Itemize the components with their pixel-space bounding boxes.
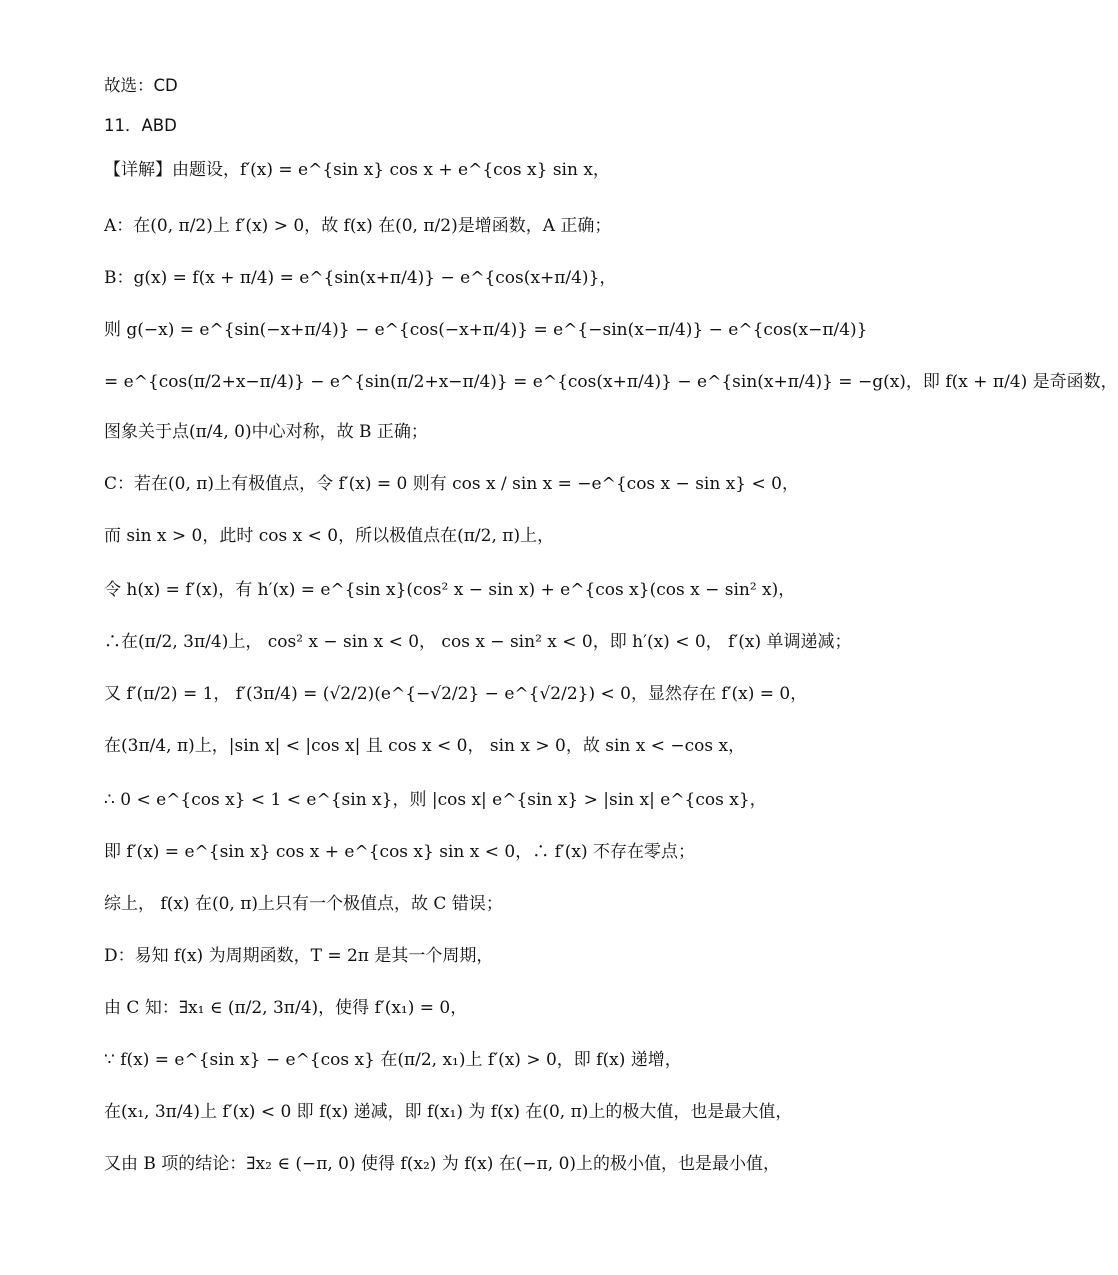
solution-line-11: 又 f′(π/2) = 1， f′(3π/4) = (√2/2)(e^{−√2/2} − e^{√2/2}) < 0，显然存在 f′(x) = 0， (104, 684, 808, 704)
solution-line-5: = e^{cos(π/2+x−π/4)} − e^{sin(π/2+x−π/4)} = e^{cos(x+π/4)} − e^{sin(x+π/4)} = −g(x)，即 f(x + π/4) 是奇函数， (104, 372, 1118, 392)
solution-line-10: ∴在(π/2, 3π/4)上， cos² x − sin x < 0， cos x − sin² x < 0，即 h′(x) < 0， f′(x) 单调递减； (104, 632, 852, 652)
solution-line-1: 【详解】由题设，f′(x) = e^{sin x} cos x + e^{cos x} sin x， (104, 160, 610, 180)
solution-line-2: A：在(0, π/2)上 f′(x) > 0，故 f(x) 在(0, π/2)是增函数，A 正确； (104, 216, 612, 236)
solution-line-8: 而 sin x > 0，此时 cos x < 0，所以极值点在(π/2, π)上， (104, 526, 555, 546)
question-number: 11．ABD (104, 116, 177, 135)
solution-line-13: ∴ 0 < e^{cos x} < 1 < e^{sin x}，则 |cos x| e^{sin x} > |sin x| e^{cos x}， (104, 790, 767, 810)
answer-line: 故选：CD (104, 76, 178, 95)
solution-line-4: 则 g(−x) = e^{sin(−x+π/4)} − e^{cos(−x+π/4)} = e^{−sin(x−π/4)} − e^{cos(x−π/4)} (104, 320, 868, 340)
solution-line-12: 在(3π/4, π)上，|sin x| < |cos x| 且 cos x < 0， sin x > 0，故 sin x < −cos x， (104, 736, 746, 756)
solution-line-20: 又由 B 项的结论：∃x₂ ∈ (−π, 0) 使得 f(x₂) 为 f(x) 在(−π, 0)上的极小值，也是最小值， (104, 1154, 781, 1174)
solution-line-15: 综上， f(x) 在(0, π)上只有一个极值点，故 C 错误； (104, 894, 503, 914)
solution-line-17: 由 C 知：∃x₁ ∈ (π/2, 3π/4)，使得 f′(x₁) = 0， (104, 998, 468, 1018)
solution-line-19: 在(x₁, 3π/4)上 f′(x) < 0 即 f(x) 递减，即 f(x₁) 为 f(x) 在(0, π)上的极大值，也是最大值， (104, 1102, 793, 1122)
solution-line-16: D：易知 f(x) 为周期函数，T = 2π 是其一个周期， (104, 946, 494, 966)
solution-line-3: B：g(x) = f(x + π/4) = e^{sin(x+π/4)} − e^{cos(x+π/4)}， (104, 268, 617, 288)
solution-line-6: 图象关于点(π/4, 0)中心对称，故 B 正确； (104, 422, 428, 442)
solution-line-7: C：若在(0, π)上有极值点，令 f′(x) = 0 则有 cos x / sin x = −e^{cos x − sin x} < 0， (104, 474, 799, 494)
solution-line-18: ∵ f(x) = e^{sin x} − e^{cos x} 在(π/2, x₁)上 f′(x) > 0，即 f(x) 递增， (104, 1050, 682, 1070)
solution-line-14: 即 f′(x) = e^{sin x} cos x + e^{cos x} sin x < 0，∴ f′(x) 不存在零点； (104, 842, 696, 862)
solution-line-9: 令 h(x) = f′(x)，有 h′(x) = e^{sin x}(cos² x − sin x) + e^{cos x}(cos x − sin² x)， (104, 580, 796, 600)
